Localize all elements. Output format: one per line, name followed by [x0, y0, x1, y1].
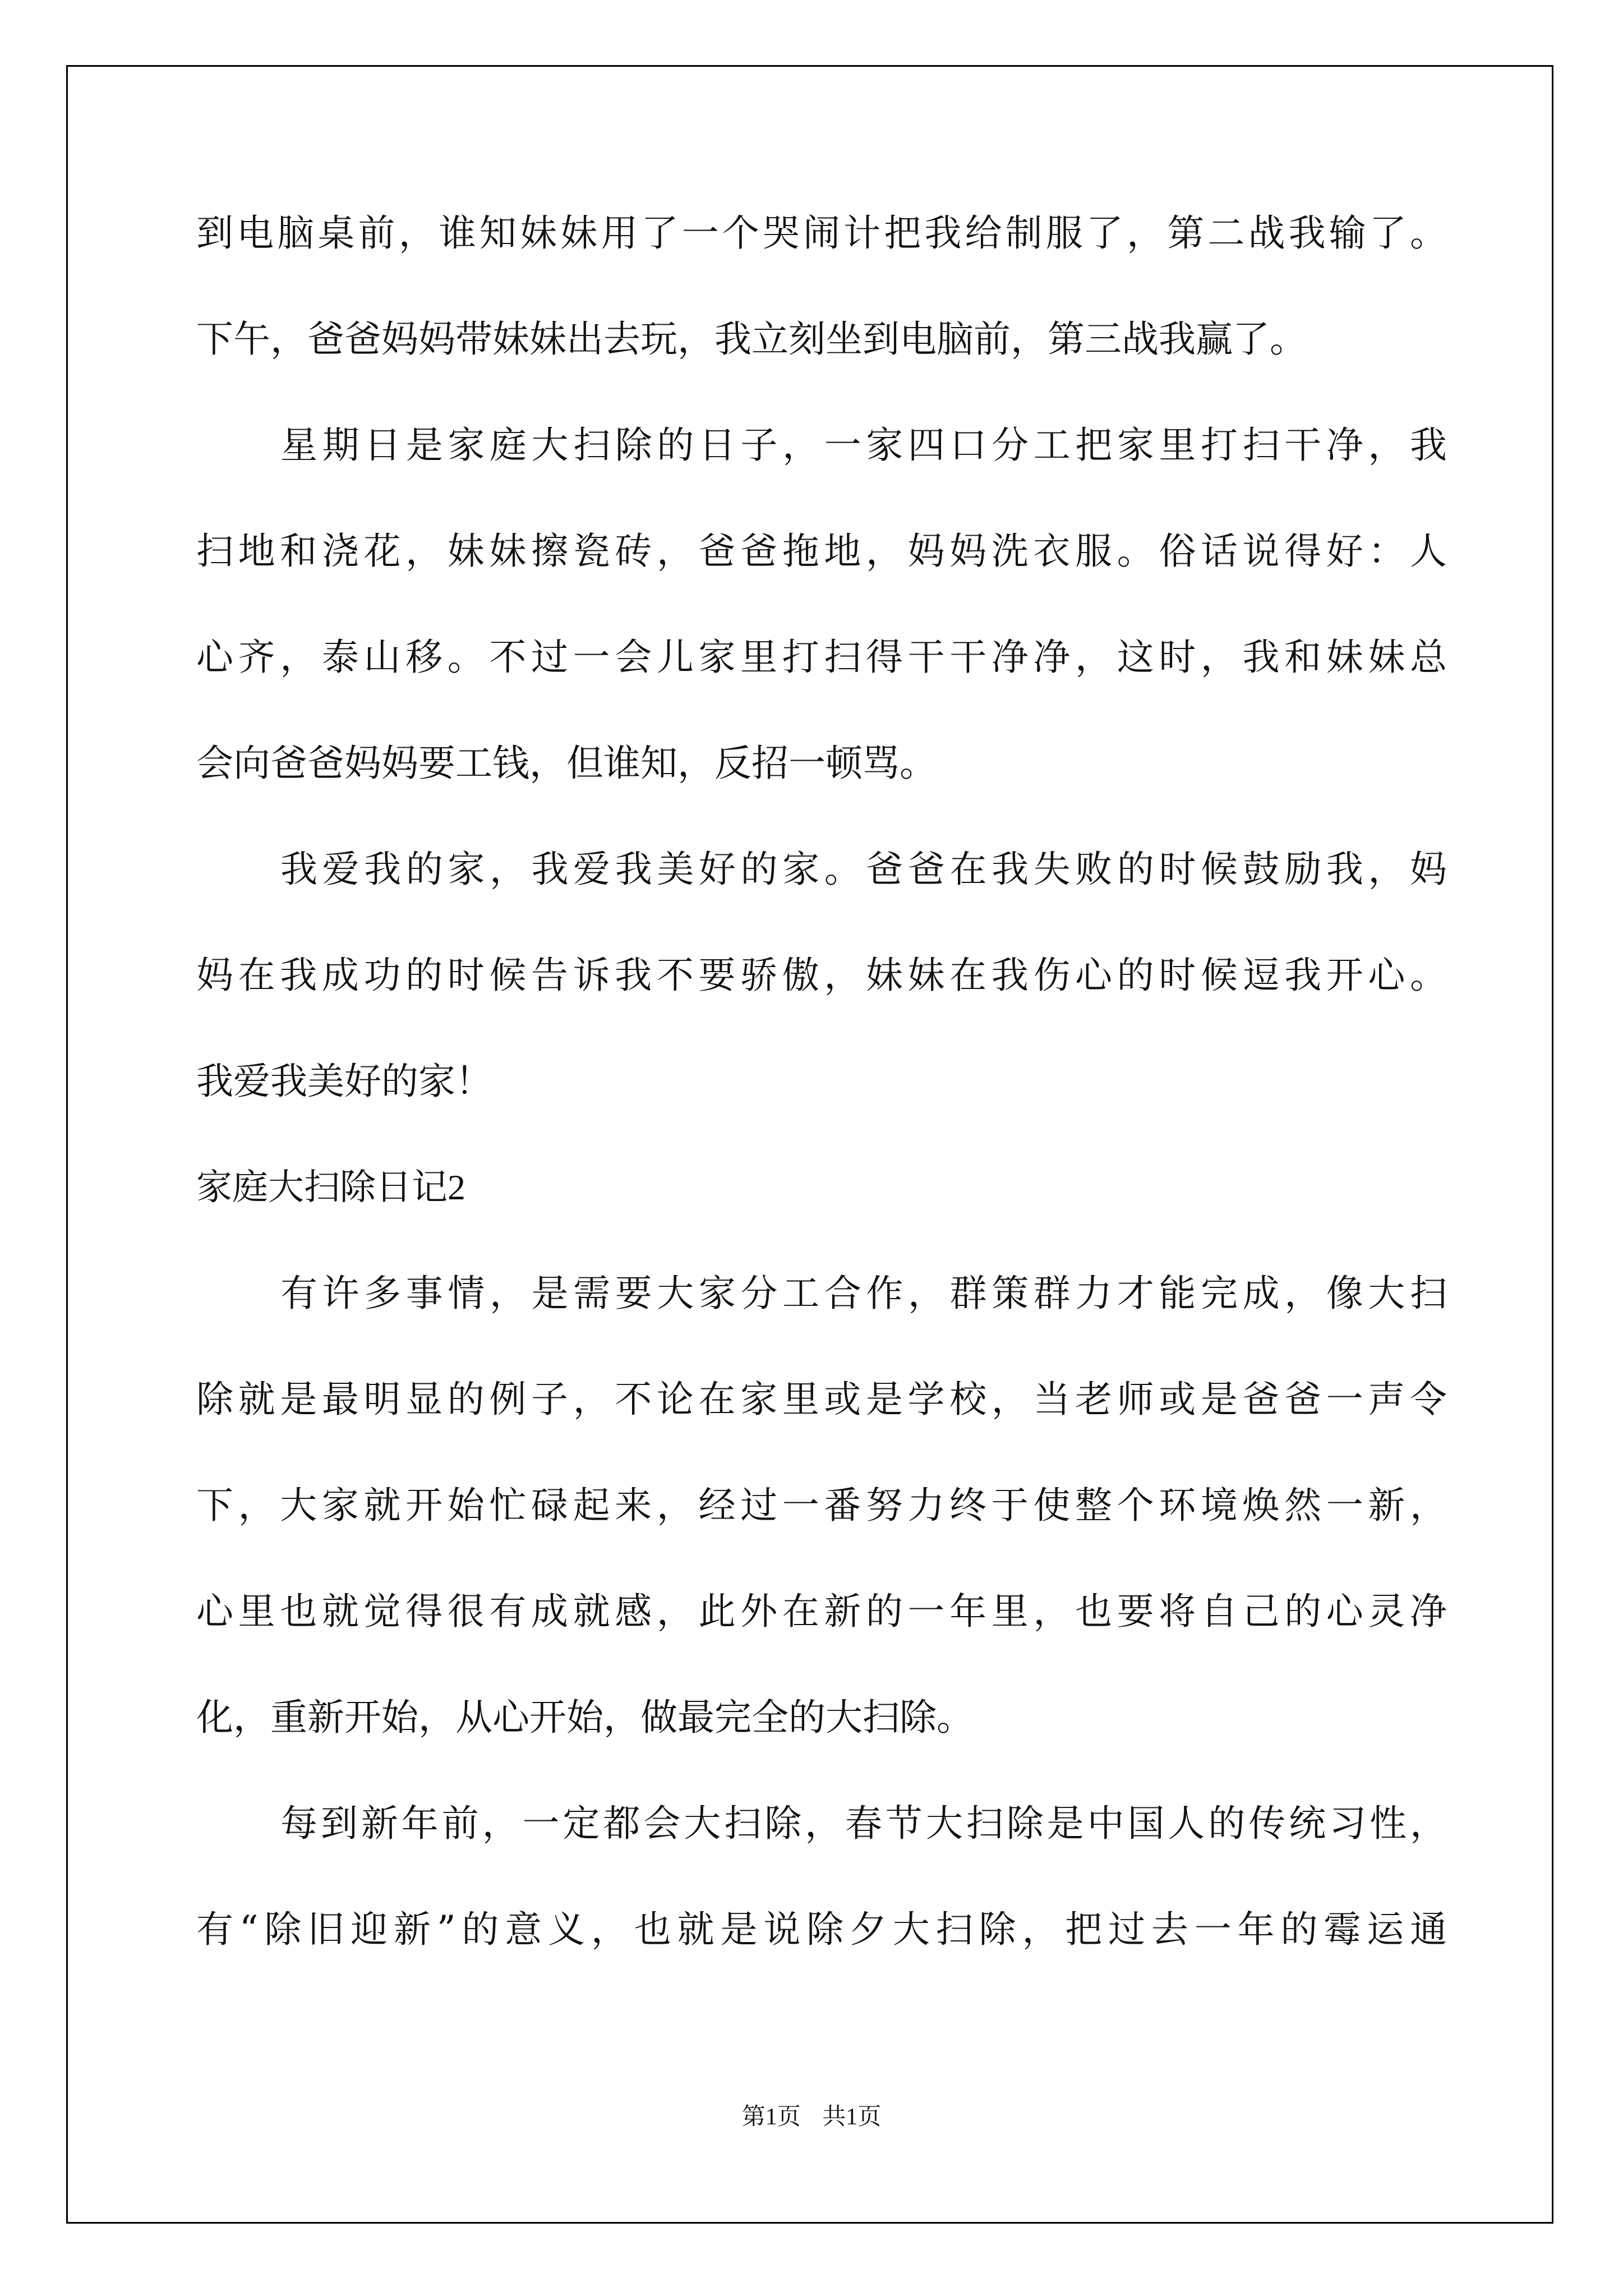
page-total: 共1页: [822, 2104, 882, 2130]
text-line: 化，重新开始，从心开始，做最完全的大扫除。: [196, 1696, 974, 1739]
text-line: 我爱我美好的家！: [196, 1060, 492, 1103]
text-line: 到电脑桌前，谁知妹妹用了一个哭闹计把我给制服了，第二战我输了。: [196, 211, 1447, 255]
text-line: 会向爸爸妈妈要工钱，但谁知，反招一顿骂。: [196, 742, 937, 785]
text-line: 扫地和浇花，妹妹擦瓷砖，爸爸拖地，妈妈洗衣服。俗话说得好：人: [196, 530, 1447, 573]
text-line: 除就是最明显的例子，不论在家里或是学校，当老师或是爸爸一声令: [196, 1378, 1447, 1421]
text-line: 有许多事情，是需要大家分工合作，群策群力才能完成，像大扫: [280, 1272, 1447, 1315]
text-line: 妈在我成功的时候告诉我不要骄傲，妹妹在我伤心的时候逗我开心。: [196, 954, 1447, 997]
text-line: 每到新年前，一定都会大扫除，春节大扫除是中国人的传统习性，: [280, 1802, 1447, 1845]
text-line: 下，大家就开始忙碌起来，经过一番努力终于使整个环境焕然一新，: [196, 1484, 1447, 1527]
text-line: 有“除旧迎新”的意义，也就是说除夕大扫除，把过去一年的霉运通: [196, 1908, 1447, 1951]
text-line: 心齐，泰山移。不过一会儿家里打扫得干干净净，这时，我和妹妹总: [196, 636, 1447, 679]
page-number: 第1页: [741, 2104, 801, 2130]
text-line: 下午，爸爸妈妈带妹妹出去玩，我立刻坐到电脑前，第三战我赢了。: [196, 318, 1307, 361]
text-line: 星期日是家庭大扫除的日子，一家四口分工把家里打扫干净，我: [280, 424, 1447, 467]
page-footer: [0, 2098, 1623, 2132]
section-title: 家庭大扫除日记2: [196, 1167, 465, 1207]
document-body: [196, 205, 1447, 2008]
text-line: 我爱我的家，我爱我美好的家。爸爸在我失败的时候鼓励我，妈: [280, 848, 1447, 891]
text-line: 心里也就觉得很有成就感，此外在新的一年里，也要将自己的心灵净: [196, 1590, 1447, 1633]
